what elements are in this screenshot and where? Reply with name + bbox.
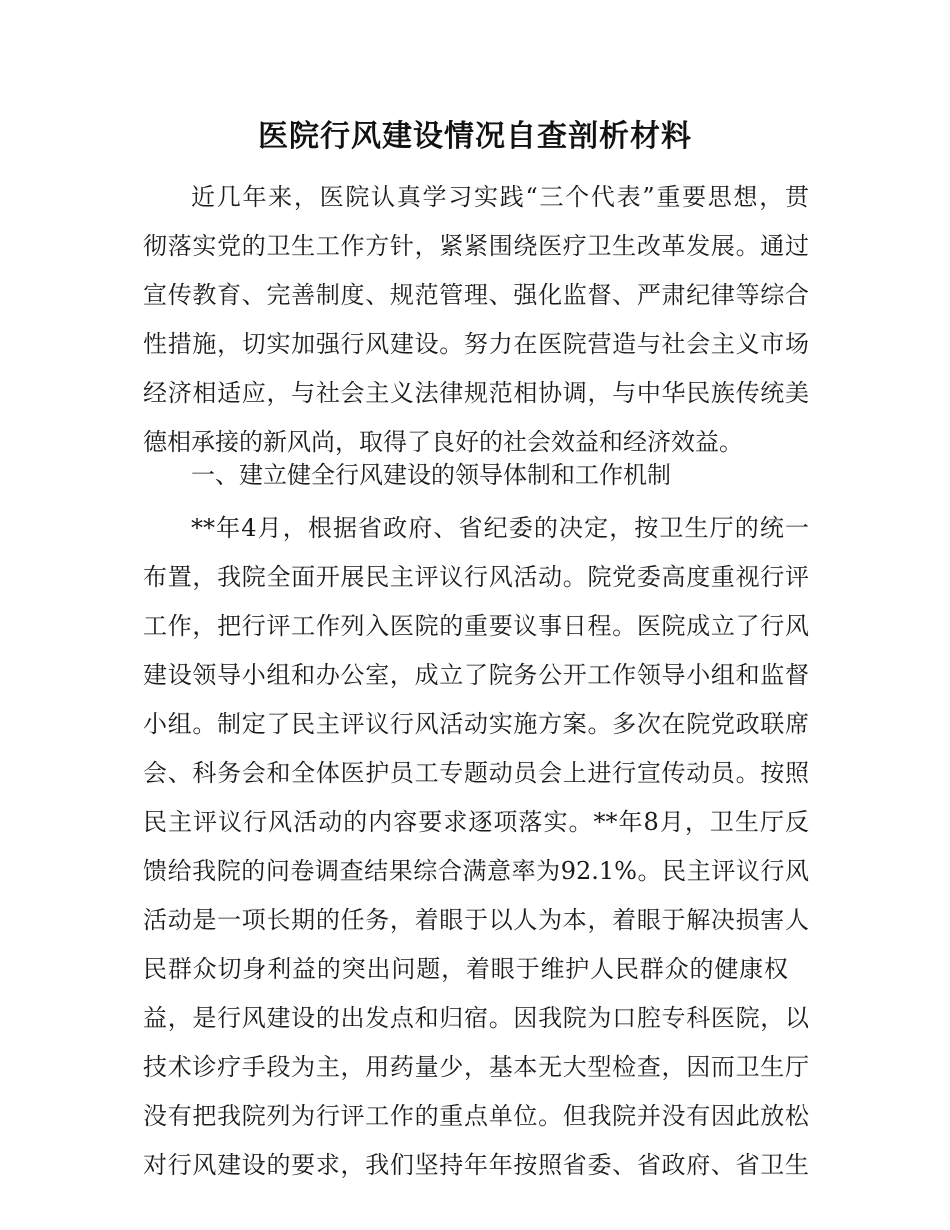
- para2-line-8: 馈给我院的问卷调查结果综合满意率为92.1%。民主评议行风: [143, 857, 809, 885]
- para1-line-3: 宣传教育、完善制度、规范管理、强化监督、严肃纪律等综合: [143, 281, 809, 309]
- para1-line-6: 德相承接的新风尚，取得了良好的社会效益和经济效益。: [143, 428, 743, 456]
- document-title: 医院行风建设情况自查剖析材料: [258, 119, 692, 154]
- para2-line-3: 工作，把行评工作列入医院的重要议事日程。医院成立了行风: [143, 612, 809, 640]
- para2-line-12: 技术诊疗手段为主，用药量少，基本无大型检查，因而卫生厅: [143, 1053, 809, 1081]
- section-heading: 一、建立健全行风建设的领导体制和工作机制: [191, 461, 671, 489]
- para2-line-2: 布置，我院全面开展民主评议行风活动。院党委高度重视行评: [143, 563, 809, 591]
- para2-line-1: **年4月，根据省政府、省纪委的决定，按卫生厅的统一: [191, 514, 809, 542]
- para2-line-9: 活动是一项长期的任务，着眼于以人为本，着眼于解决损害人: [143, 906, 809, 934]
- para1-line-1: 近几年来，医院认真学习实践“三个代表”重要思想，贯: [191, 183, 809, 211]
- para1-line-2: 彻落实党的卫生工作方针，紧紧围绕医疗卫生改革发展。通过: [143, 232, 809, 260]
- para2-line-6: 会、科务会和全体医护员工专题动员会上进行宣传动员。按照: [143, 759, 809, 787]
- para2-line-4: 建设领导小组和办公室，成立了院务公开工作领导小组和监督: [143, 661, 809, 689]
- para2-line-7: 民主评议行风活动的内容要求逐项落实。**年8月，卫生厅反: [143, 808, 809, 836]
- para1-line-5: 经济相适应，与社会主义法律规范相协调，与中华民族传统美: [143, 379, 809, 407]
- para2-line-5: 小组。制定了民主评议行风活动实施方案。多次在院党政联席: [143, 710, 809, 738]
- para1-line-4: 性措施，切实加强行风建设。努力在医院营造与社会主义市场: [143, 330, 809, 358]
- para2-line-14: 对行风建设的要求，我们坚持年年按照省委、省政府、省卫生: [143, 1151, 809, 1179]
- para2-line-13: 没有把我院列为行评工作的重点单位。但我院并没有因此放松: [143, 1102, 809, 1130]
- para2-line-10: 民群众切身利益的突出问题，着眼于维护人民群众的健康权: [143, 955, 788, 983]
- para2-line-11: 益，是行风建设的出发点和归宿。因我院为口腔专科医院，以: [143, 1004, 809, 1032]
